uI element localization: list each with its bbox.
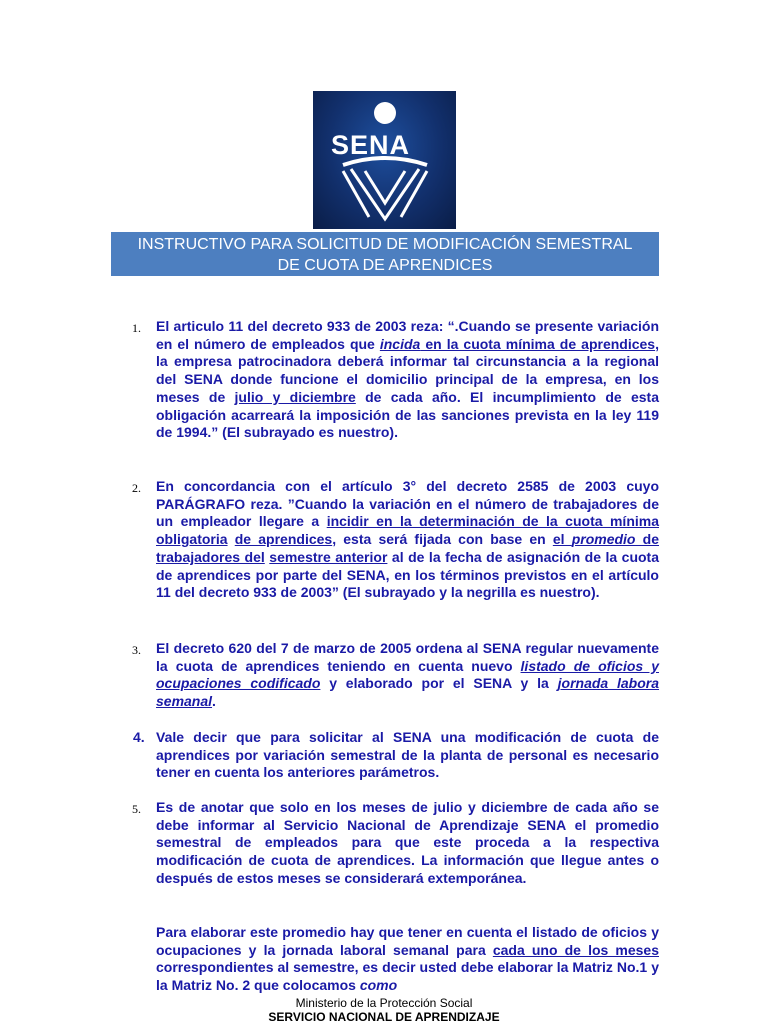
title-line-1: INSTRUCTIVO PARA SOLICITUD DE MODIFICACIÓN SEMESTRAL: [137, 236, 633, 253]
item-number-1: 1.: [132, 321, 141, 335]
list-item-5: Es de anotar que solo en los meses de julio y diciembre de cada año se debe informar al Servicio Nacional de Aprendizaje SENA el promedio semestral de empleados para que este proceda a la respectiva modificación de cuota de aprendices. La información que llegue antes o después de estos meses se considerará extemporánea.: [156, 799, 659, 886]
list-item-2: En concordancia con el artículo 3° del decreto 2585 de 2003 cuyo PARÁGRAFO reza. ”Cuando la variación en el número de trabajadores de un empleador llegare a incidir en la determinación de la cuota mínima obligatoria de aprendices, esta será fijada con base en el promedio de trabajadores del semestre anterior al de la fecha de asignación de la cuota de aprendices por parte del SENA, en los términos previstos en el artículo 11 del decreto 933 de 2003” (El subrayado y la negrilla es nuestro).: [156, 478, 660, 601]
item-number-2: 2.: [132, 481, 141, 495]
sena-logo: [313, 91, 456, 229]
item-number-5: 5.: [132, 802, 141, 816]
logo-text: SENA: [331, 130, 411, 160]
item-number-4: 4.: [133, 729, 145, 745]
title-line-2: DE CUOTA DE APRENDICES: [277, 257, 493, 274]
paragraph-promedio: Para elaborar este promedio hay que tener en cuenta el listado de oficios y ocupaciones y la jornada laboral semanal para cada uno de los meses correspondientes al semestre, es decir usted debe elaborar la Matriz No.1 y la Matriz No. 2 que colocamos como: [156, 924, 659, 994]
footer-institution: SERVICIO NACIONAL DE APRENDIZAJE: [268, 1010, 500, 1024]
item-number-3: 3.: [132, 643, 141, 657]
document-title: [111, 232, 659, 276]
footer-ministry: Ministerio de la Protección Social: [295, 996, 473, 1010]
list-item-3: El decreto 620 del 7 de marzo de 2005 ordena al SENA regular nuevamente la cuota de aprendices teniendo en cuenta nuevo listado de oficios y ocupaciones codificado y elaborado por el SENA y la jornada labora semanal.: [156, 640, 660, 710]
list-item-1: El articulo 11 del decreto 933 de 2003 reza: “.Cuando se presente variación en el número de empleados que incida en la cuota mínima de aprendices, la empresa patrocinadora deberá informar tal circunstancia a la regional del SENA donde funcione el domicilio principal de la empresa, en los meses de julio y diciembre de cada año. El incumplimiento de esta obligación acarreará la imposición de las sanciones prevista en la ley 119 de 1994.” (El subrayado es nuestro).: [156, 318, 659, 441]
list-item-4: Vale decir que para solicitar al SENA una modificación de cuota de aprendices por variación semestral de la planta de personal es necesario tener en cuenta los anteriores parámetros.: [156, 729, 659, 781]
